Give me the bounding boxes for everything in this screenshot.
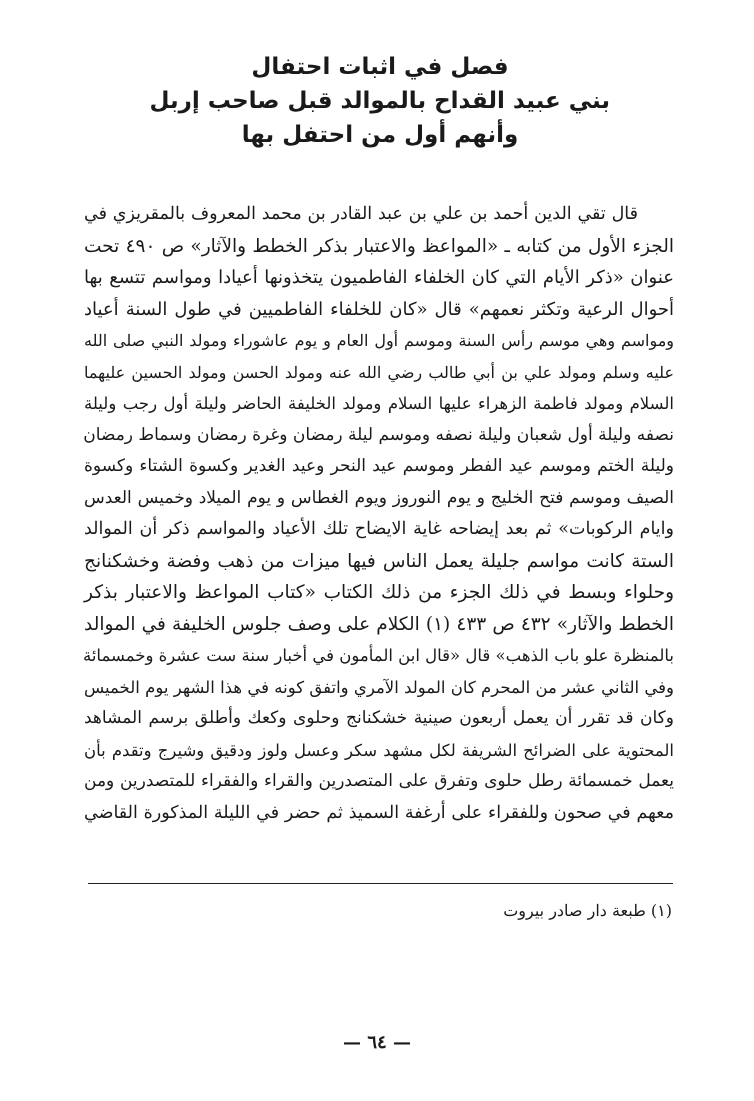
body-text (84, 199, 674, 829)
body-line: يعمل خمسمائة رطل حلوى وتفرق على المتصدرين والقراء والفقراء للمتصدرين ومن (84, 771, 674, 791)
body-line: وفي الثاني عشر من المحرم كان المولد الآمري واتفق كونه في هذا الشهر يوم الخميس (84, 677, 674, 697)
body-line: نصفه وليلة أول شعبان وليلة نصفه وموسم ليلة رمضان وغرة رمضان وسماط رمضان (83, 424, 674, 445)
body-line: عليه وسلم ومولد علي بن أبي طالب رضي الله عنه ومولد الحسن ومولد الحسين عليهما (84, 362, 674, 382)
page-number: — ٦٤ — (343, 1032, 411, 1053)
body-line: وكان قد تقرر أن يعمل أربعون صينية خشكنانج وحلوى وكعك وأطلق برسم المشاهد (84, 708, 674, 728)
heading-line: بني عبيد القداح بالموالد قبل صاحب إربل (149, 88, 610, 114)
body-line: الجزء الأول من كتابه ـ «المواعظ والاعتبار بذكر الخطط والآثار» ص ٤٩٠ تحت (84, 235, 675, 257)
body-line: وحلواء وبسط في ذلك الجزء من ذلك الكتاب «كتاب المواعظ والاعتبار بذكر (84, 582, 674, 603)
body-line: معهم في صحون وللفقراء على أرغفة السميذ ثم حضر في الليلة المذكورة القاضي (84, 802, 674, 823)
footnote-divider (88, 883, 673, 884)
body-line: بالمنظرة علو باب الذهب» قال «قال ابن المأمون في أخبار سنة ست عشرة وخمسمائة (82, 646, 674, 665)
footnote: (١) طبعة دار صادر بيروت (503, 901, 672, 920)
body-line: أحوال الرعية وتكثر نعمهم» قال «كان للخلفاء الفاطميين في طول السنة أعياد (84, 298, 674, 320)
body-line: قال تقي الدين أحمد بن علي بن عبد القادر بن محمد المعروف بالمقريزي في (84, 204, 638, 224)
heading-line: فصل في اثبات احتفال (251, 54, 509, 80)
body-line: عنوان «ذكر الأيام التي كان الخلفاء الفاطميون يتخذونها أعيادا ومواسم تتسع بها (84, 267, 674, 288)
body-line: ومواسم وهي موسم رأس السنة وموسم أول العام و يوم عاشوراء ومولد النبي صلى الله (84, 331, 674, 350)
body-line: وايام الركوبات» ثم بعد إيضاحه غاية الايضاح تلك الأعياد والمواسم ذكر أن الموالد (84, 519, 674, 539)
body-line: السلام ومولد فاطمة الزهراء عليها السلام ومولد الخليفة الحاضر وليلة أول رجب وليلة (84, 394, 674, 413)
body-line: وليلة الختم وموسم عيد الفطر وموسم عيد النحر وعيد الغدير وكسوة الشتاء وكسوة (84, 456, 674, 476)
body-line: الستة كانت مواسم جليلة يعمل الناس فيها ميزات من ذهب وفضة وخشكنانج (84, 550, 674, 572)
body-line: الصيف وموسم فتح الخليج و يوم النوروز ويوم الغطاس و يوم الميلاد وخميس العدس (84, 487, 674, 508)
heading-line: وأنهم أول من احتفل بها (241, 122, 519, 148)
body-line: الخطط والآثار» ٤٣٢ ص ٤٣٣ (١) الكلام على وصف جلوس الخليفة في الموالد (84, 613, 674, 635)
body-line: المحتوية على الضرائح الشريفة لكل مشهد سكر وعسل ولوز ودقيق وشيرج وتقدم بأن (84, 740, 674, 760)
chapter-heading (150, 50, 610, 152)
